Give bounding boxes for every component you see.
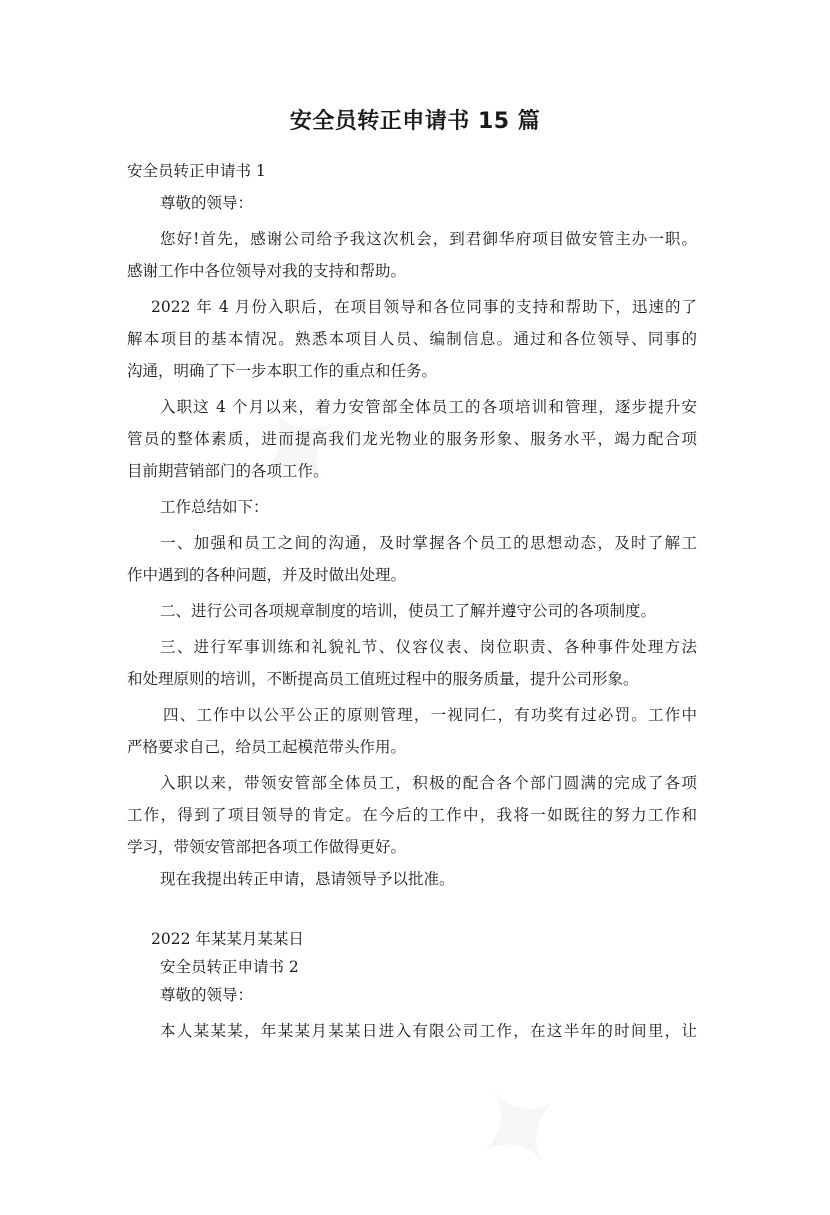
list-item-line: 一、加强和员工之间的沟通，及时掌握各个员工的思想动态，及时了解工 bbox=[160, 534, 697, 552]
paragraph-line: 解本项目的基本情况。熟悉本项目人员、编制信息。通过和各位领导、同事的 bbox=[127, 330, 697, 348]
paragraph-line: 入职这 4 个月以来，着力安管部全体员工的各项培训和管理，逐步提升安 bbox=[160, 398, 697, 416]
section-heading: 安全员转正申请书 1 bbox=[127, 162, 266, 180]
paragraph-line: 学习，带领安管部把各项工作做得更好。 bbox=[127, 838, 407, 856]
document-title: 安全员转正申请书 15 篇 bbox=[289, 109, 541, 134]
paragraph-line: 入职以来，带领安管部全体员工，积极的配合各个部门圆满的完成了各项 bbox=[160, 774, 697, 792]
document-body bbox=[127, 155, 697, 1047]
section-heading: 安全员转正申请书 2 bbox=[160, 958, 299, 976]
paragraph-line: 本人某某某，年某某月某某日进入有限公司工作，在这半年的时间里，让 bbox=[160, 1022, 697, 1040]
list-item-line: 二、进行公司各项规章制度的培训，使员工了解并遵守公司的各项制度。 bbox=[160, 602, 657, 620]
paragraph-line: 感谢工作中各位领导对我的支持和帮助。 bbox=[127, 262, 407, 280]
list-item-line: 作中遇到的各种问题，并及时做出处理。 bbox=[127, 566, 407, 584]
paragraph-line: 2022 年 4 月份入职后，在项目领导和各位同事的支持和帮助下，迅速的了 bbox=[151, 298, 697, 316]
paragraph-line: 现在我提出转正申请，恳请领导予以批准。 bbox=[160, 870, 455, 888]
salutation: 尊敬的领导： bbox=[160, 986, 254, 1004]
watermark-mark bbox=[439, 1044, 601, 1215]
list-item-line: 四、工作中以公平公正的原则管理，一视同仁，有功奖有过必罚。工作中 bbox=[163, 706, 697, 724]
summary-label: 工作总结如下： bbox=[160, 498, 269, 516]
paragraph-line: 管员的整体素质，进而提高我们龙光物业的服务形象、服务水平，竭力配合项 bbox=[127, 430, 697, 448]
salutation: 尊敬的领导： bbox=[160, 194, 254, 212]
paragraph-line: 目前期营销部门的各项工作。 bbox=[127, 462, 329, 480]
list-item-line: 三、进行军事训练和礼貌礼节、仪容仪表、岗位职责、各种事件处理方法 bbox=[160, 638, 697, 656]
paragraph-line: 工作，得到了项目领导的肯定。在今后的工作中，我将一如既往的努力工作和 bbox=[127, 806, 697, 824]
list-item-line: 严格要求自己，给员工起模范带头作用。 bbox=[127, 738, 407, 756]
list-item-line: 和处理原则的培训，不断提高员工值班过程中的服务质量，提升公司形象。 bbox=[127, 670, 639, 688]
paragraph-line: 您好!首先，感谢公司给予我这次机会，到君御华府项目做安管主办一职。 bbox=[160, 230, 697, 248]
paragraph-line: 沟通，明确了下一步本职工作的重点和任务。 bbox=[127, 362, 438, 380]
signature-date: 2022 年某某月某某日 bbox=[151, 930, 304, 948]
